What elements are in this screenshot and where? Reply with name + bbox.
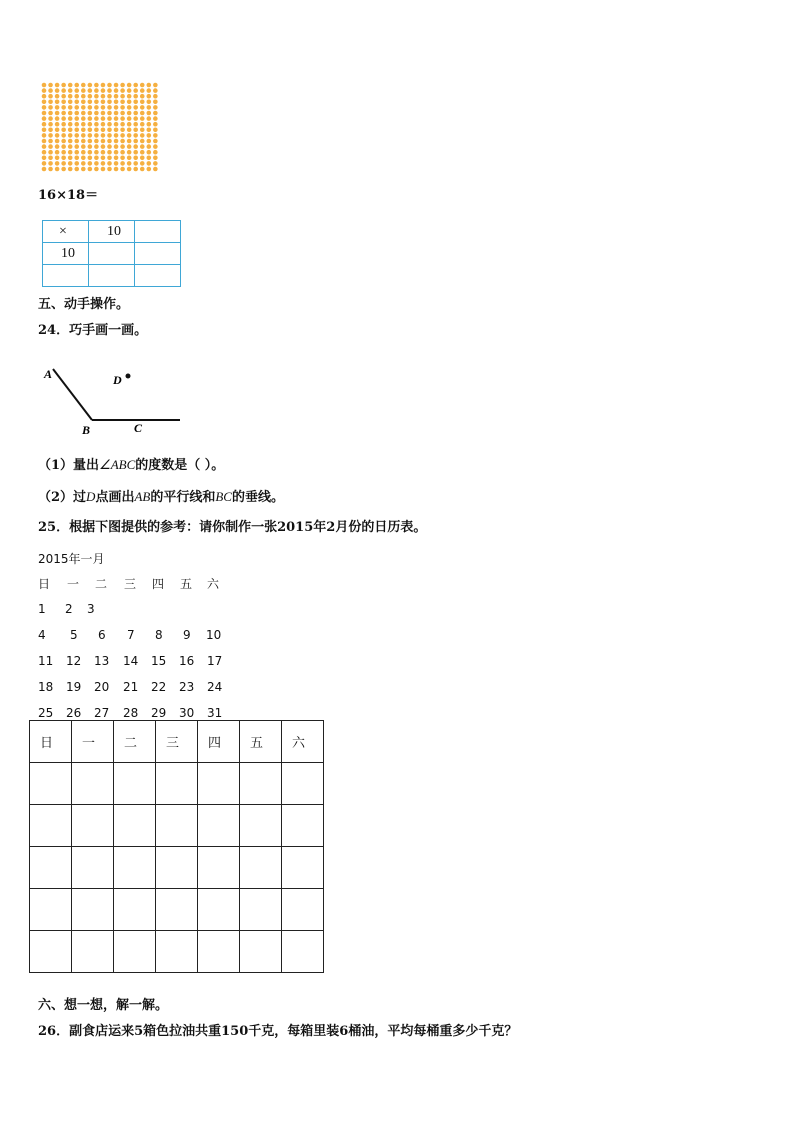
jan-day: 16 (179, 654, 195, 668)
feb-week-row (30, 763, 324, 805)
feb-day-cell[interactable] (240, 805, 282, 847)
feb-day-cell[interactable] (30, 763, 72, 805)
question-24-title: 24．巧手画一画。 (38, 323, 148, 338)
feb-weekday-header: 一 (72, 721, 114, 763)
label-b: B (82, 423, 91, 437)
jan-day: 2 (65, 602, 73, 616)
section-5-title: 五、动手操作。 (38, 297, 130, 312)
february-blank-calendar (29, 720, 324, 973)
jan-day: 6 (98, 628, 106, 642)
feb-day-cell[interactable] (282, 763, 324, 805)
feb-day-cell[interactable] (240, 847, 282, 889)
jan-day: 27 (94, 706, 110, 720)
jan-day: 14 (123, 654, 139, 668)
feb-day-cell[interactable] (156, 763, 198, 805)
jan-day: 12 (66, 654, 82, 668)
jan-day: 7 (127, 628, 135, 642)
jan-day: 17 (207, 654, 223, 668)
label-a: A (44, 367, 53, 381)
feb-day-cell[interactable] (198, 889, 240, 931)
question-25-title: 25．根据下图提供的参考：请你制作一张2015年2月份的日历表。 (38, 520, 427, 535)
feb-day-cell[interactable] (198, 847, 240, 889)
feb-day-cell[interactable] (156, 889, 198, 931)
feb-day-cell[interactable] (114, 847, 156, 889)
mult-table-cell: 10 (43, 243, 89, 265)
feb-day-cell[interactable] (30, 931, 72, 973)
multiplication-expression: 16×18＝ (38, 188, 99, 203)
feb-day-cell[interactable] (72, 805, 114, 847)
feb-day-cell[interactable] (114, 889, 156, 931)
feb-day-cell[interactable] (72, 763, 114, 805)
feb-day-cell[interactable] (114, 763, 156, 805)
jan-weekday-label: 日 (38, 577, 51, 591)
feb-day-cell[interactable] (282, 889, 324, 931)
feb-weekday-header: 二 (114, 721, 156, 763)
feb-day-cell[interactable] (240, 889, 282, 931)
feb-weekday-header: 六 (282, 721, 324, 763)
jan-day: 13 (94, 654, 110, 668)
january-month-label: 2015年一月 (38, 552, 105, 566)
label-c: C (134, 421, 143, 435)
feb-week-row (30, 889, 324, 931)
jan-weekday-label: 六 (207, 577, 220, 591)
jan-weekday-label: 三 (124, 577, 137, 591)
label-d: D (113, 373, 122, 387)
feb-weekday-header: 五 (240, 721, 282, 763)
jan-day: 15 (151, 654, 167, 668)
jan-day: 5 (70, 628, 78, 642)
jan-day: 30 (179, 706, 195, 720)
jan-weekday-label: 二 (95, 577, 108, 591)
jan-day: 25 (38, 706, 54, 720)
feb-day-cell[interactable] (72, 847, 114, 889)
feb-day-cell[interactable] (198, 805, 240, 847)
jan-day: 20 (94, 680, 110, 694)
mult-table-cell: 10 (89, 221, 135, 243)
jan-day: 11 (38, 654, 54, 668)
feb-day-cell[interactable] (30, 805, 72, 847)
jan-day: 8 (155, 628, 163, 642)
feb-day-cell[interactable] (282, 931, 324, 973)
jan-weekday-label: 一 (67, 577, 80, 591)
question-26-text: 26．副食店运来5箱色拉油共重150千克，每箱里装6桶油，平均每桶重多少千克？ (38, 1024, 518, 1039)
jan-day: 19 (66, 680, 82, 694)
feb-day-cell[interactable] (240, 931, 282, 973)
jan-day: 29 (151, 706, 167, 720)
jan-day: 18 (38, 680, 54, 694)
feb-day-cell[interactable] (198, 763, 240, 805)
feb-week-row (30, 805, 324, 847)
jan-day: 26 (66, 706, 82, 720)
feb-day-cell[interactable] (282, 847, 324, 889)
feb-day-cell[interactable] (156, 847, 198, 889)
jan-weekday-label: 五 (180, 577, 193, 591)
feb-week-row (30, 847, 324, 889)
jan-day: 31 (207, 706, 223, 720)
feb-header-row (30, 721, 324, 763)
jan-day: 3 (87, 602, 95, 616)
jan-day: 23 (179, 680, 195, 694)
jan-weekday-label: 四 (152, 577, 165, 591)
jan-day: 22 (151, 680, 167, 694)
feb-week-row (30, 931, 324, 973)
jan-day: 4 (38, 628, 46, 642)
feb-day-cell[interactable] (30, 847, 72, 889)
feb-day-cell[interactable] (114, 931, 156, 973)
question-24-part-1: （1）量出∠ABC的度数是（ ）。 (38, 457, 225, 473)
feb-day-cell[interactable] (72, 931, 114, 973)
jan-day: 28 (123, 706, 139, 720)
feb-day-cell[interactable] (240, 763, 282, 805)
section-6-title: 六、想一想，解一解。 (38, 998, 169, 1013)
feb-day-cell[interactable] (114, 805, 156, 847)
feb-weekday-header: 日 (30, 721, 72, 763)
feb-day-cell[interactable] (30, 889, 72, 931)
feb-day-cell[interactable] (198, 931, 240, 973)
feb-day-cell[interactable] (156, 931, 198, 973)
jan-day: 21 (123, 680, 139, 694)
mult-table-cell: × (43, 221, 89, 243)
jan-day: 10 (206, 628, 222, 642)
feb-day-cell[interactable] (156, 805, 198, 847)
feb-day-cell[interactable] (282, 805, 324, 847)
jan-day: 24 (207, 680, 223, 694)
question-24-part-2: （2）过D点画出AB的平行线和BC的垂线。 (38, 489, 284, 505)
jan-day: 9 (183, 628, 191, 642)
feb-weekday-header: 四 (198, 721, 240, 763)
feb-day-cell[interactable] (72, 889, 114, 931)
jan-day: 1 (38, 602, 46, 616)
feb-weekday-header: 三 (156, 721, 198, 763)
